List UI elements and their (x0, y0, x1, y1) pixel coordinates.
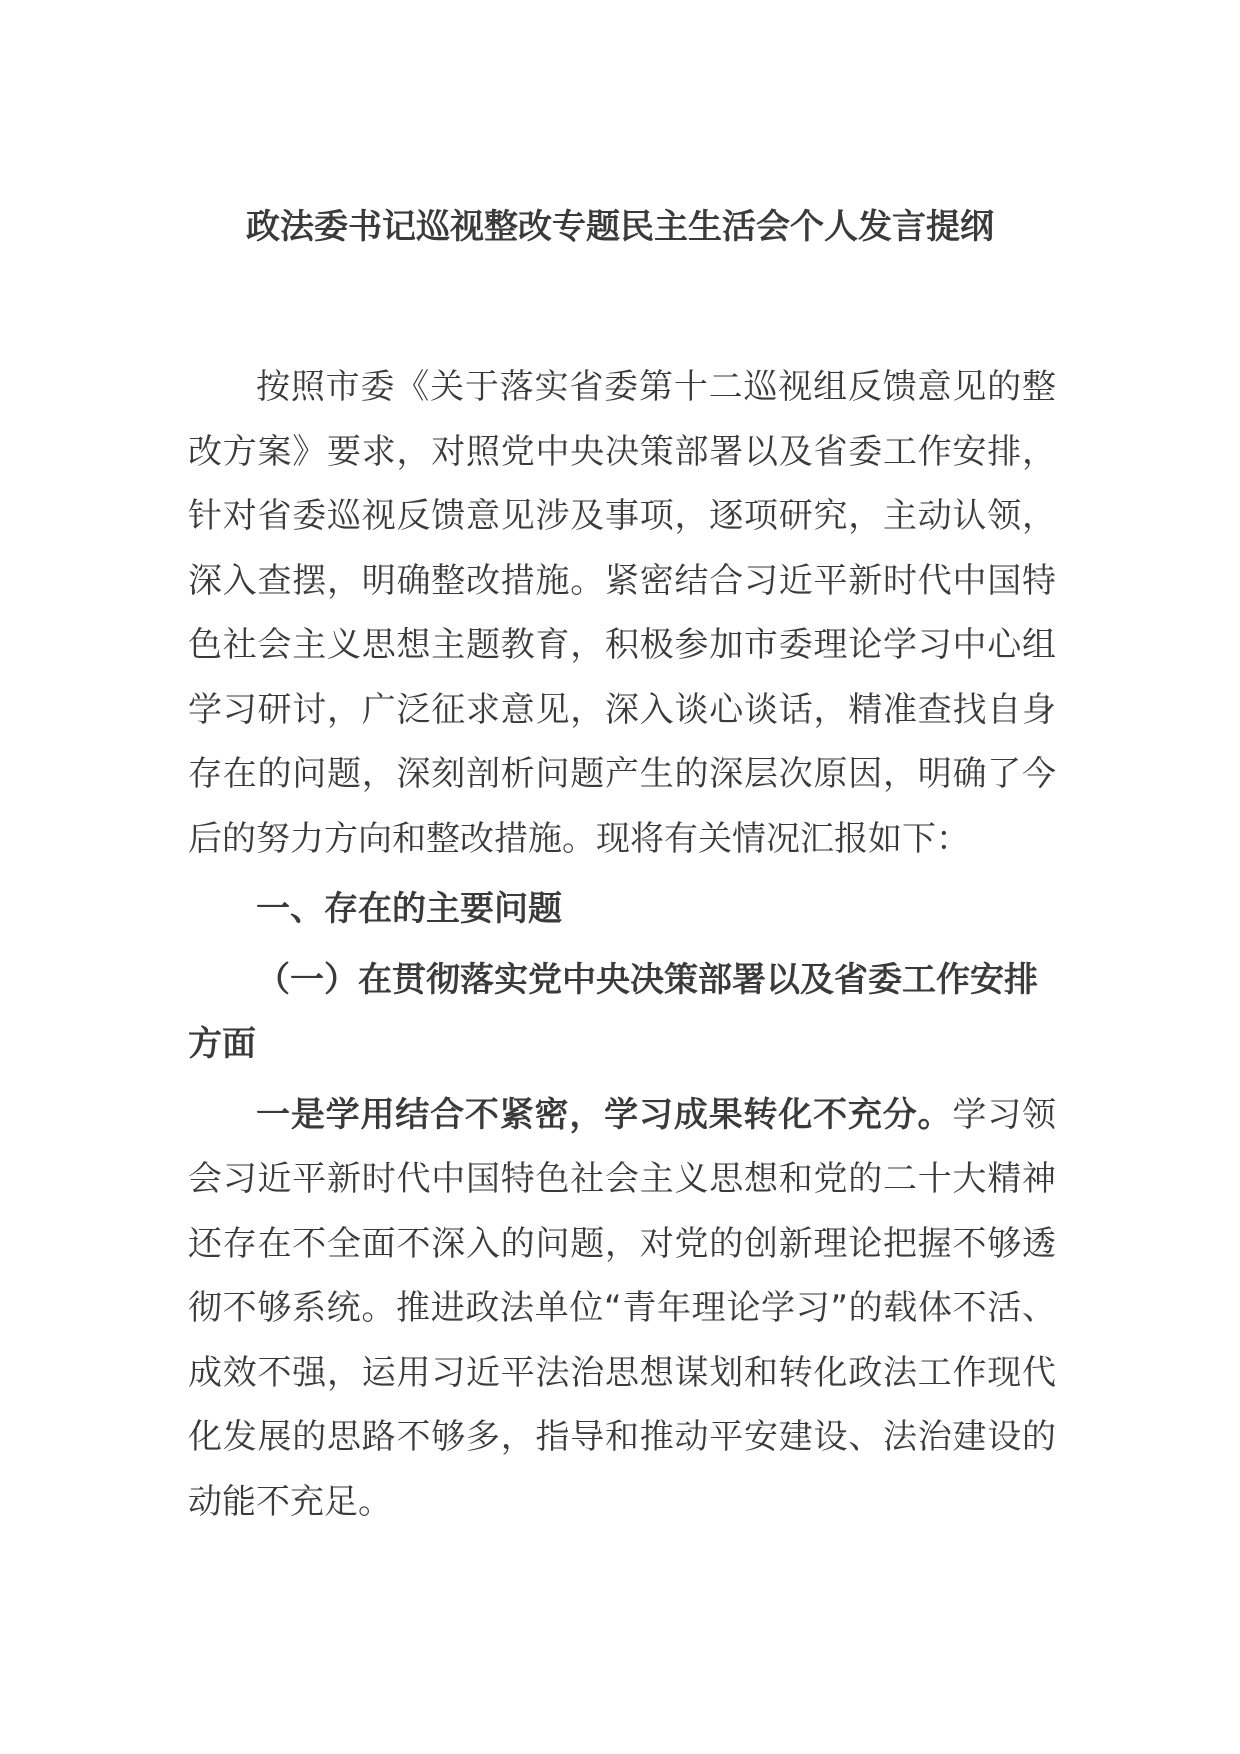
point-one-lead: 一是学用结合不紧密，学习成果转化不充分。 (256, 1094, 953, 1135)
document-title: 政法委书记巡视整改专题民主生活会个人发言提纲 (246, 207, 994, 247)
subsection-heading: （一）在贯彻落实党中央决策部署以及省委工作安排方面 (188, 959, 1038, 1064)
section-heading: 一、存在的主要问题 (256, 889, 562, 929)
point-one-paragraph (188, 1083, 1056, 1535)
intro-paragraph: 按照市委《关于落实省委第十二巡视组反馈意见的整改方案》要求，对照党中央决策部署以及省委工作安排，针对省委巡视反馈意见涉及事项，逐项研究，主动认领，深入查摆，明确整改措施。紧密结合习近平新时代中国特色社会主义思想主题教育，积极参加市委理论学习中心组学习研讨，广泛征求意见，深入谈心谈话，精准查找自身存在的问题，深刻剖析问题产生的深层次原因，明确了今后的努力方向和整改措施。现将有关情况汇报如下： (188, 367, 1056, 859)
document-body (188, 355, 1056, 1534)
point-one-text: 学习领会习近平新时代中国特色社会主义思想和党的二十大精神还存在不全面不深入的问题，对党的创新理论把握不够透彻不够系统。推进政法单位“青年理论学习”的载体不活、成效不强，运用习近平法治思想谋划和转化政法工作现代化发展的思路不够多，指导和推动平安建设、法治建设的动能不充足。 (188, 1094, 1057, 1522)
